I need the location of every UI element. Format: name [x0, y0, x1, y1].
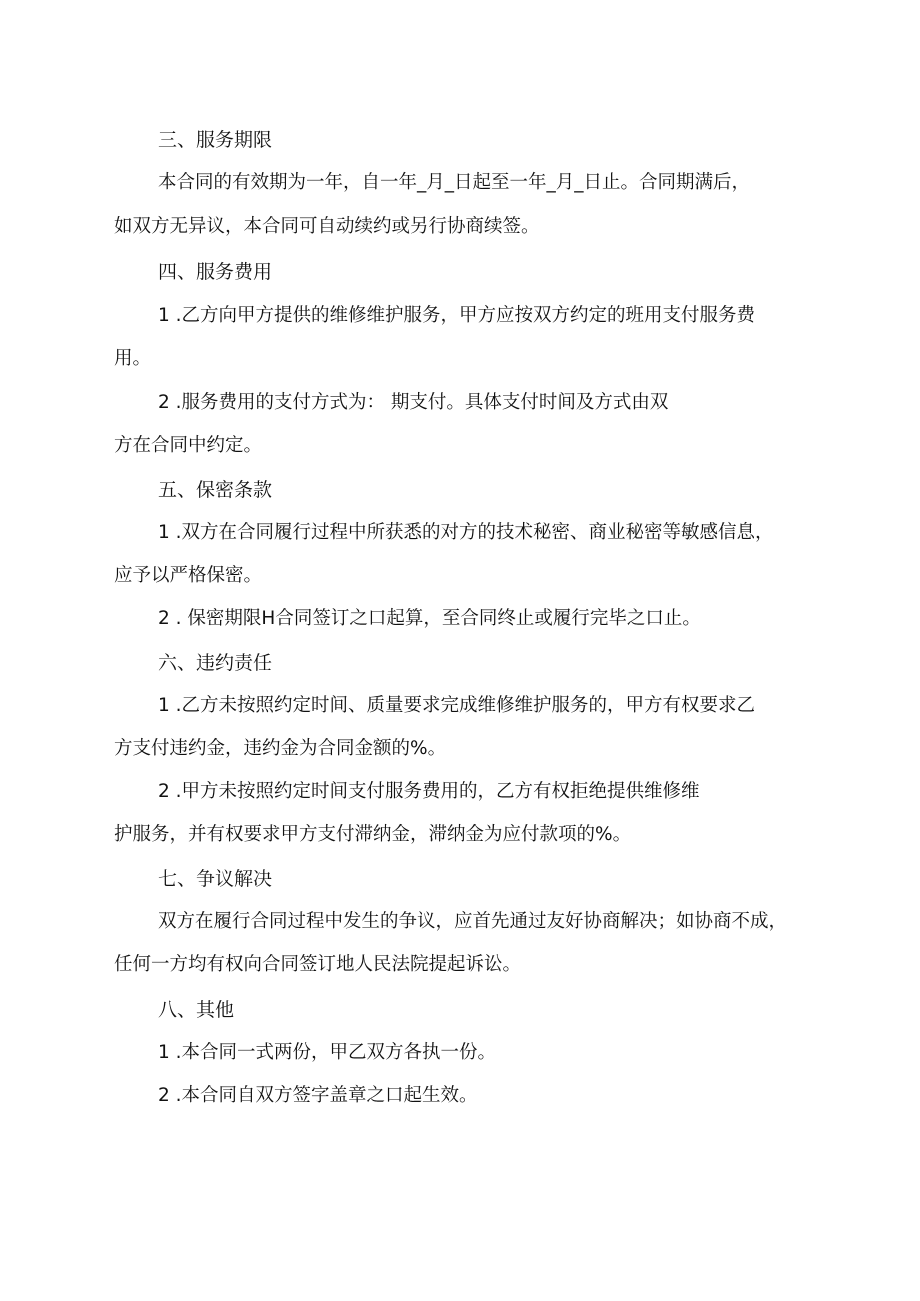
paragraph-line: 如双方无异议，本合同可自动续约或另行协商续签。 [114, 216, 540, 237]
section-heading: 八、其他 [158, 999, 235, 1021]
section-heading: 六、违约责任 [158, 652, 273, 674]
paragraph-line: 2 .甲方未按照约定时间支付服务费用的，乙方有权拒绝提供维修维 [158, 781, 700, 802]
paragraph-line: 本合同的有效期为一年，自一年_月_日起至一年_月_日止。合同期满后， [158, 172, 751, 193]
paragraph-line: 1 .乙方未按照约定时间、质量要求完成维修维护服务的，甲方有权要求乙 [158, 695, 756, 716]
paragraph-line: 方支付违约金，违约金为合同金额的%。 [114, 738, 447, 759]
section-heading: 四、服务费用 [158, 261, 273, 283]
paragraph-line: 双方在履行合同过程中发生的争议，应首先通过友好协商解决；如协商不成， [158, 911, 788, 932]
section-heading: 五、保密条款 [158, 479, 273, 501]
section-heading: 三、服务期限 [158, 129, 273, 151]
paragraph-line: 1 .乙方向甲方提供的维修维护服务，甲方应按双方约定的班用支付服务费 [158, 305, 756, 326]
paragraph-line: 1 .本合同一式两份，甲乙双方各执一份。 [158, 1042, 497, 1063]
paragraph-line: 1 .双方在合同履行过程中所获悉的对方的技术秘密、商业秘密等敏感信息， [158, 522, 774, 543]
paragraph-line: 用。 [114, 348, 152, 369]
paragraph-line: 任何一方均有权向合同签订地人民法院提起诉讼。 [114, 954, 522, 975]
paragraph-line: 方在合同中约定。 [114, 435, 263, 456]
paragraph-line: 2 .本合同自双方签字盖章之口起生效。 [158, 1085, 478, 1106]
paragraph-line: 应予以严格保密。 [114, 565, 263, 586]
paragraph-line: 护服务，并有权要求甲方支付滞纳金，滞纳金为应付款项的%。 [114, 824, 632, 845]
paragraph-line: 2 .服务费用的支付方式为： 期支付。具体支付时间及方式由双 [158, 392, 669, 413]
paragraph-line: 2 . 保密期限H合同签订之口起算，至合同终止或履行完毕之口止。 [158, 608, 701, 629]
section-heading: 七、争议解决 [158, 868, 273, 890]
